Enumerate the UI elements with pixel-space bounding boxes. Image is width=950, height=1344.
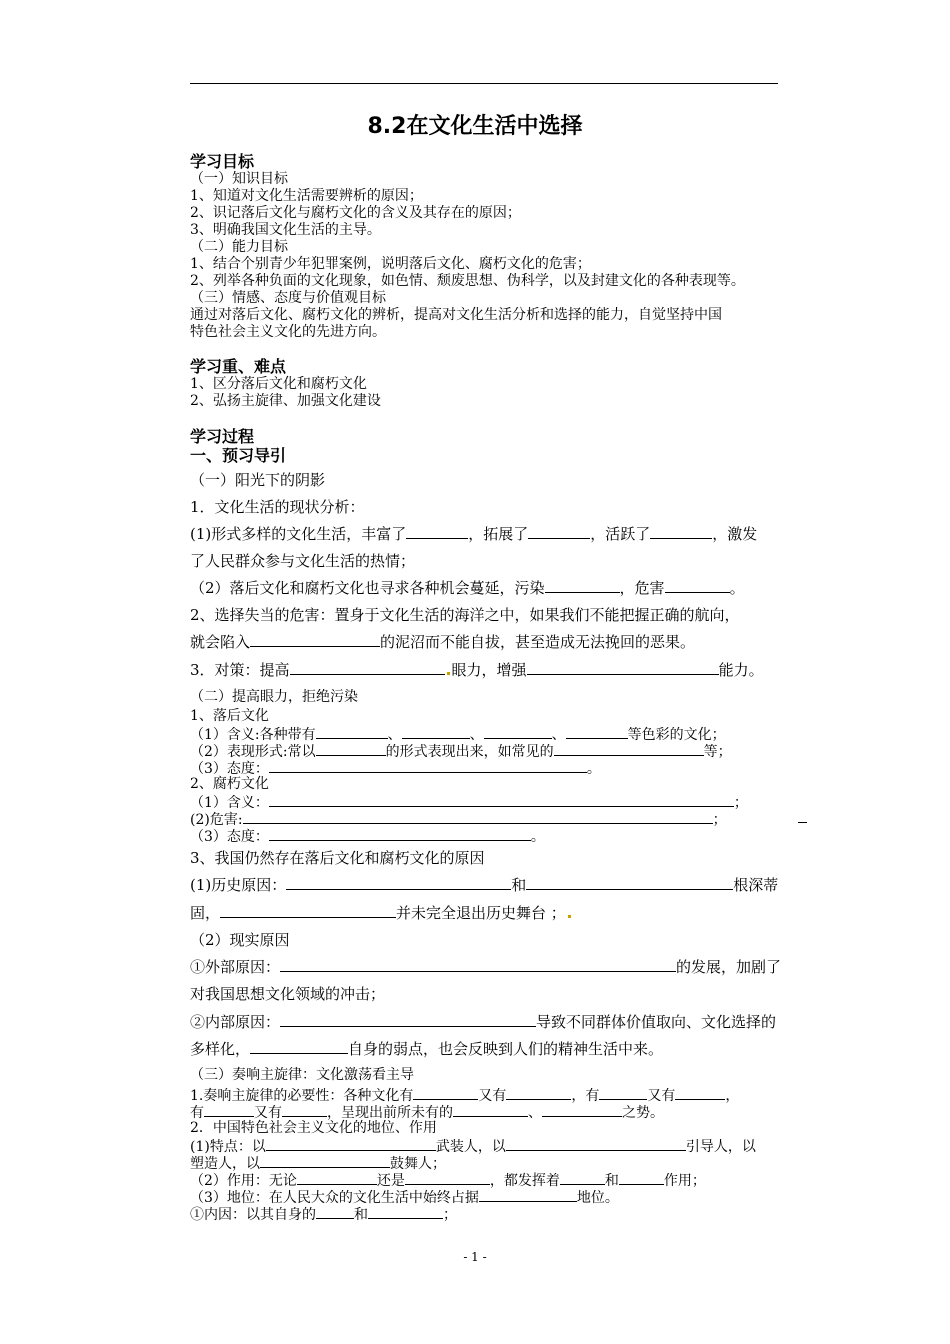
- answer-blank[interactable]: [599, 1086, 647, 1100]
- text-segment: 有: [190, 1105, 204, 1121]
- text-segment: ①内因：以其自身的: [190, 1207, 316, 1223]
- text-segment: （3）态度：: [190, 761, 269, 777]
- answer-blank[interactable]: [484, 725, 552, 739]
- answer-blank[interactable]: [675, 1086, 725, 1100]
- objective-line: （一）知识目标: [190, 171, 288, 187]
- section-heading-key-points: 学习重、难点: [190, 357, 287, 376]
- edit-mark: [568, 915, 571, 918]
- text-segment: 、: [469, 727, 484, 743]
- answer-blank[interactable]: [286, 876, 511, 890]
- answer-blank[interactable]: [282, 1103, 327, 1117]
- text-segment: 、: [551, 727, 566, 743]
- answer-blank[interactable]: [260, 1154, 390, 1168]
- text-segment: ，活跃了: [590, 525, 651, 543]
- edit-mark: [447, 672, 450, 675]
- answer-blank[interactable]: [406, 525, 468, 539]
- answer-blank[interactable]: [528, 525, 590, 539]
- objective-line: （三）情感、态度与价值观目标: [190, 290, 386, 306]
- objective-line: 2、列举各种负面的文化现象，如色情、颓废思想、伪科学，以及封建文化的各种表现等。: [190, 273, 745, 289]
- text-segment: ②内部原因：: [190, 1013, 281, 1031]
- text-line: 对我国思想文化领域的冲击；: [190, 985, 386, 1003]
- text-segment: 和: [511, 876, 527, 894]
- text-segment: 。: [586, 761, 601, 777]
- answer-blank[interactable]: [542, 1103, 622, 1117]
- answer-blank[interactable]: [413, 1086, 478, 1100]
- text-segment: 1.奏响主旋律的必要性：各种文化有: [190, 1088, 414, 1104]
- text-segment: ，危害: [619, 579, 665, 597]
- objective-line: 3、明确我国文化生活的主导。: [190, 222, 381, 238]
- text-line: （三）奏响主旋律：文化激荡看主导: [190, 1067, 414, 1083]
- text-segment: (1)历史原因：: [190, 876, 287, 894]
- section-heading-process: 学习过程: [190, 427, 255, 446]
- answer-blank[interactable]: [220, 904, 396, 918]
- text-segment: 又有: [647, 1088, 676, 1104]
- text-segment: 塑造人，以: [190, 1156, 260, 1172]
- answer-blank[interactable]: [619, 1171, 664, 1185]
- text-segment: ，: [725, 1088, 740, 1104]
- fill-blank-line: [190, 633, 695, 652]
- text-segment: 作用；: [663, 1173, 706, 1189]
- text-segment: 。: [530, 829, 545, 845]
- text-segment: 又有: [478, 1088, 507, 1104]
- text-segment: ，呈现出前所未有的: [327, 1105, 453, 1121]
- text-segment: （2）表现形式:常以: [190, 744, 316, 760]
- fill-blank-line: [190, 579, 745, 598]
- page-number: - 1 -: [463, 1250, 487, 1264]
- text-segment: ，有: [571, 1088, 600, 1104]
- answer-blank[interactable]: [316, 725, 388, 739]
- text-line: （一）阳光下的阴影: [190, 471, 326, 489]
- text-segment: 之势。: [622, 1105, 664, 1121]
- text-segment: (2)危害:: [190, 812, 243, 828]
- text-segment: （3）地位：在人民大众的文化生活中始终占据: [190, 1190, 479, 1206]
- text-segment: ，激发: [712, 525, 758, 543]
- text-segment: （2）作用：无论: [190, 1173, 297, 1189]
- text-segment: 自身的弱点，也会反映到人们的精神生活中来。: [348, 1040, 664, 1058]
- fill-blank-line: [190, 1205, 457, 1224]
- answer-blank[interactable]: [566, 725, 628, 739]
- text-line: 2．中国特色社会主义文化的地位、作用: [190, 1120, 437, 1136]
- answer-blank[interactable]: [453, 1103, 528, 1117]
- text-line: 1．文化生活的现状分析：: [190, 498, 365, 516]
- text-segment: 导致不同群体价值取向、文化选择的: [536, 1013, 777, 1031]
- answer-blank[interactable]: [506, 1086, 571, 1100]
- text-line: 3、我国仍然存在落后文化和腐朽文化的原因: [190, 849, 485, 867]
- fill-blank-line: [190, 876, 778, 895]
- objective-line: 特色社会主义文化的先进方向。: [190, 324, 386, 340]
- fill-blank-line: [190, 958, 781, 977]
- text-segment: 武装人，以: [435, 1139, 506, 1155]
- page-title: 8.2在文化生活中选择: [367, 114, 583, 139]
- text-segment: 并未完全退出历史舞台 ；: [396, 904, 566, 922]
- answer-blank[interactable]: [250, 1040, 348, 1054]
- answer-blank[interactable]: [650, 525, 712, 539]
- objective-line: 1、知道对文化生活需要辨析的原因；: [190, 188, 423, 204]
- text-segment: 又有: [254, 1105, 282, 1121]
- text-line: （2）现实原因: [190, 931, 290, 949]
- text-segment: (1)特点：以: [190, 1139, 266, 1155]
- answer-blank[interactable]: [269, 827, 531, 841]
- answer-blank[interactable]: [269, 759, 587, 773]
- text-line: 1、落后文化: [190, 708, 269, 724]
- header-rule: [190, 83, 778, 84]
- text-segment: 、: [387, 727, 402, 743]
- answer-blank[interactable]: [250, 633, 380, 647]
- text-segment: 鼓舞人；: [390, 1156, 446, 1172]
- key-point-line: 1、区分落后文化和腐朽文化: [190, 376, 367, 392]
- text-segment: ，都发挥着: [489, 1173, 560, 1189]
- text-segment: ，拓展了: [468, 525, 529, 543]
- text-segment: （3）态度：: [190, 829, 269, 845]
- answer-blank[interactable]: [554, 742, 704, 756]
- answer-blank[interactable]: [204, 1103, 254, 1117]
- text-segment: 还是: [376, 1173, 405, 1189]
- answer-blank[interactable]: [665, 579, 730, 593]
- objective-line: 2、识记落后文化与腐朽文化的含义及其存在的原因；: [190, 205, 521, 221]
- fill-blank-line: [190, 525, 757, 544]
- text-segment: ；: [443, 1207, 457, 1223]
- answer-blank[interactable]: [506, 1137, 686, 1151]
- fill-blank-line: [190, 1013, 776, 1032]
- text-segment: 的泥沼而不能自拔，甚至造成无法挽回的恶果。: [380, 633, 696, 651]
- answer-blank[interactable]: [280, 958, 676, 972]
- answer-blank[interactable]: [527, 661, 719, 675]
- text-segment: 3．对策：提高: [190, 661, 290, 679]
- answer-blank[interactable]: [290, 661, 445, 675]
- text-segment: 等色彩的文化；: [627, 727, 726, 743]
- text-segment: 多样化，: [190, 1040, 251, 1058]
- text-segment: （1）含义:各种带有: [190, 727, 316, 743]
- objective-line: 1、结合个别青少年犯罪案例，说明落后文化、腐朽文化的危害；: [190, 256, 591, 272]
- fill-blank-line: [190, 827, 545, 846]
- answer-blank[interactable]: [405, 1171, 490, 1185]
- objective-line: 通过对落后文化、腐朽文化的辨析，提高对文化生活分析和选择的能力，自觉坚持中国: [190, 307, 722, 323]
- text-segment: 地位。: [576, 1190, 619, 1206]
- text-line: （二）提高眼力，拒绝污染: [190, 689, 358, 705]
- answer-blank[interactable]: [316, 742, 386, 756]
- text-line: 了人民群众参与文化生活的热情；: [190, 552, 416, 570]
- subsection-heading-preview: 一、预习导引: [190, 446, 287, 465]
- answer-blank[interactable]: [280, 1013, 536, 1027]
- text-segment: ；: [712, 812, 727, 828]
- objective-line: （二）能力目标: [190, 239, 288, 255]
- text-segment: 能力。: [718, 661, 764, 679]
- text-segment: 、: [528, 1105, 542, 1121]
- fill-blank-line: [190, 1040, 663, 1059]
- answer-blank[interactable]: [269, 793, 734, 807]
- text-segment: 和: [604, 1173, 619, 1189]
- answer-blank[interactable]: [243, 810, 713, 824]
- answer-blank[interactable]: [316, 1205, 354, 1219]
- text-line: 2、腐朽文化: [190, 776, 269, 792]
- answer-blank[interactable]: [297, 1171, 377, 1185]
- answer-blank[interactable]: [545, 579, 620, 593]
- text-segment: 等；: [703, 744, 732, 760]
- section-heading-objectives: 学习目标: [190, 152, 255, 171]
- text-line: 2、选择失当的危害：置身于文化生活的海洋之中，如果我们不能把握正确的航向，: [190, 606, 740, 624]
- fill-blank-line: [190, 904, 573, 923]
- answer-blank[interactable]: [402, 725, 470, 739]
- text-segment: 引导人，以: [685, 1139, 756, 1155]
- text-segment: 的形式表现出来，如常见的: [385, 744, 554, 760]
- text-segment: （1）含义：: [190, 795, 269, 811]
- text-segment: ①外部原因：: [190, 958, 281, 976]
- text-segment: 的发展，加剧了: [676, 958, 782, 976]
- key-point-line: 2、弘扬主旋律、加强文化建设: [190, 393, 381, 409]
- text-segment: (1)形式多样的文化生活，丰富了: [190, 525, 407, 543]
- text-segment: 就会陷入: [190, 633, 251, 651]
- text-segment: 固，: [190, 904, 221, 922]
- text-segment: ；: [733, 795, 748, 811]
- answer-blank[interactable]: [266, 1137, 436, 1151]
- text-segment: （2）落后文化和腐朽文化也寻求各种机会蔓延，污染: [190, 579, 545, 597]
- answer-blank[interactable]: [560, 1171, 605, 1185]
- text-segment: 。: [729, 579, 745, 597]
- text-segment: 根深蒂: [733, 876, 779, 894]
- text-segment: 和: [354, 1207, 368, 1223]
- answer-blank[interactable]: [526, 876, 733, 890]
- answer-blank[interactable]: [368, 1205, 443, 1219]
- text-segment: 眼力，增强: [451, 661, 527, 679]
- answer-blank[interactable]: [479, 1188, 577, 1202]
- fill-blank-line: [190, 661, 764, 680]
- stray-underline: [798, 822, 807, 823]
